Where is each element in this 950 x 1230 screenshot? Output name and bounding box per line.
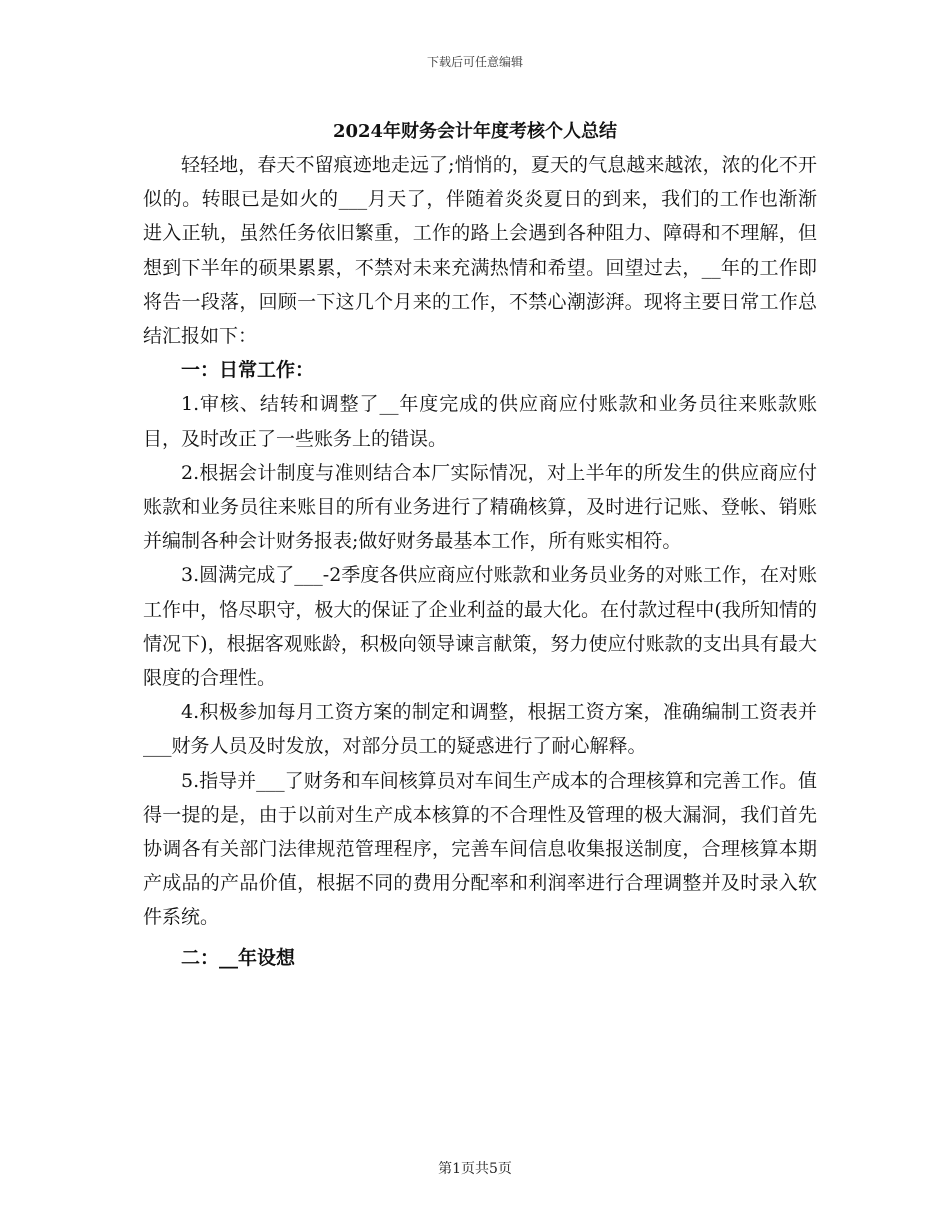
list-item: 1.审核、结转和调整了__年度完成的供应商应付账款和业务员往来账款账目，及时改正了一些账务上的错误。 [143,393,817,450]
list-item: 3.圆满完成了___-2季度各供应商应付账款和业务员业务的对账工作，在对账工作中，恪尽职守，极大的保证了企业利益的最大化。在付款过程中(我所知情的情况下)，根据客观账龄，积极向领导谏言献策，努力使应付账款的支出具有最大限度的合理性。 [143,564,817,690]
list-item: 5.指导并___了财务和车间核算员对车间生产成本的合理核算和完善工作。值得一提的是，由于以前对生产成本核算的不合理性及管理的极大漏洞，我们首先协调各有关部门法律规范管理程序，完善车间信息收集报送制度，合理核算本期产成品的产品价值，根据不同的费用分配率和利润率进行合理调整并及时录入软件系统。 [143,769,817,929]
section-heading-daily-work: 一：日常工作： [181,359,315,382]
document-title: 2024年财务会计年度考核个人总结 [332,121,618,142]
document-body [143,148,817,975]
list-item: 4.积极参加每月工资方案的制定和调整，根据工资方案，准确编制工资表并___财务人员及时发放，对部分员工的疑惑进行了耐心解释。 [143,701,817,758]
intro-paragraph: 轻轻地，春天不留痕迹地走远了;悄悄的，夏天的气息越来越浓，浓的化不开似的。转眼已是如火的___月天了，伴随着炎炎夏日的到来，我们的工作也渐渐进入正轨，虽然任务依旧繁重，工作的路上会遇到各种阻力、障碍和不理解，但想到下半年的硕果累累，不禁对未来充满热情和希望。回望过去，__年的工作即将告一段落，回顾一下这几个月来的工作，不禁心潮澎湃。现将主要日常工作总结汇报如下： [143,154,817,348]
download-note: 下载后可任意编辑 [426,55,523,69]
list-item: 2.根据会计制度与准则结合本厂实际情况，对上半年的所发生的供应商应付账款和业务员往来账目的所有业务进行了精确核算，及时进行记账、登帐、销账并编制各种会计财务报表;做好财务最基本工作，所有账实相符。 [143,461,817,553]
section-heading-plan: 二：__年设想 [181,946,296,969]
page-number: 第1页共5页 [438,1161,512,1177]
